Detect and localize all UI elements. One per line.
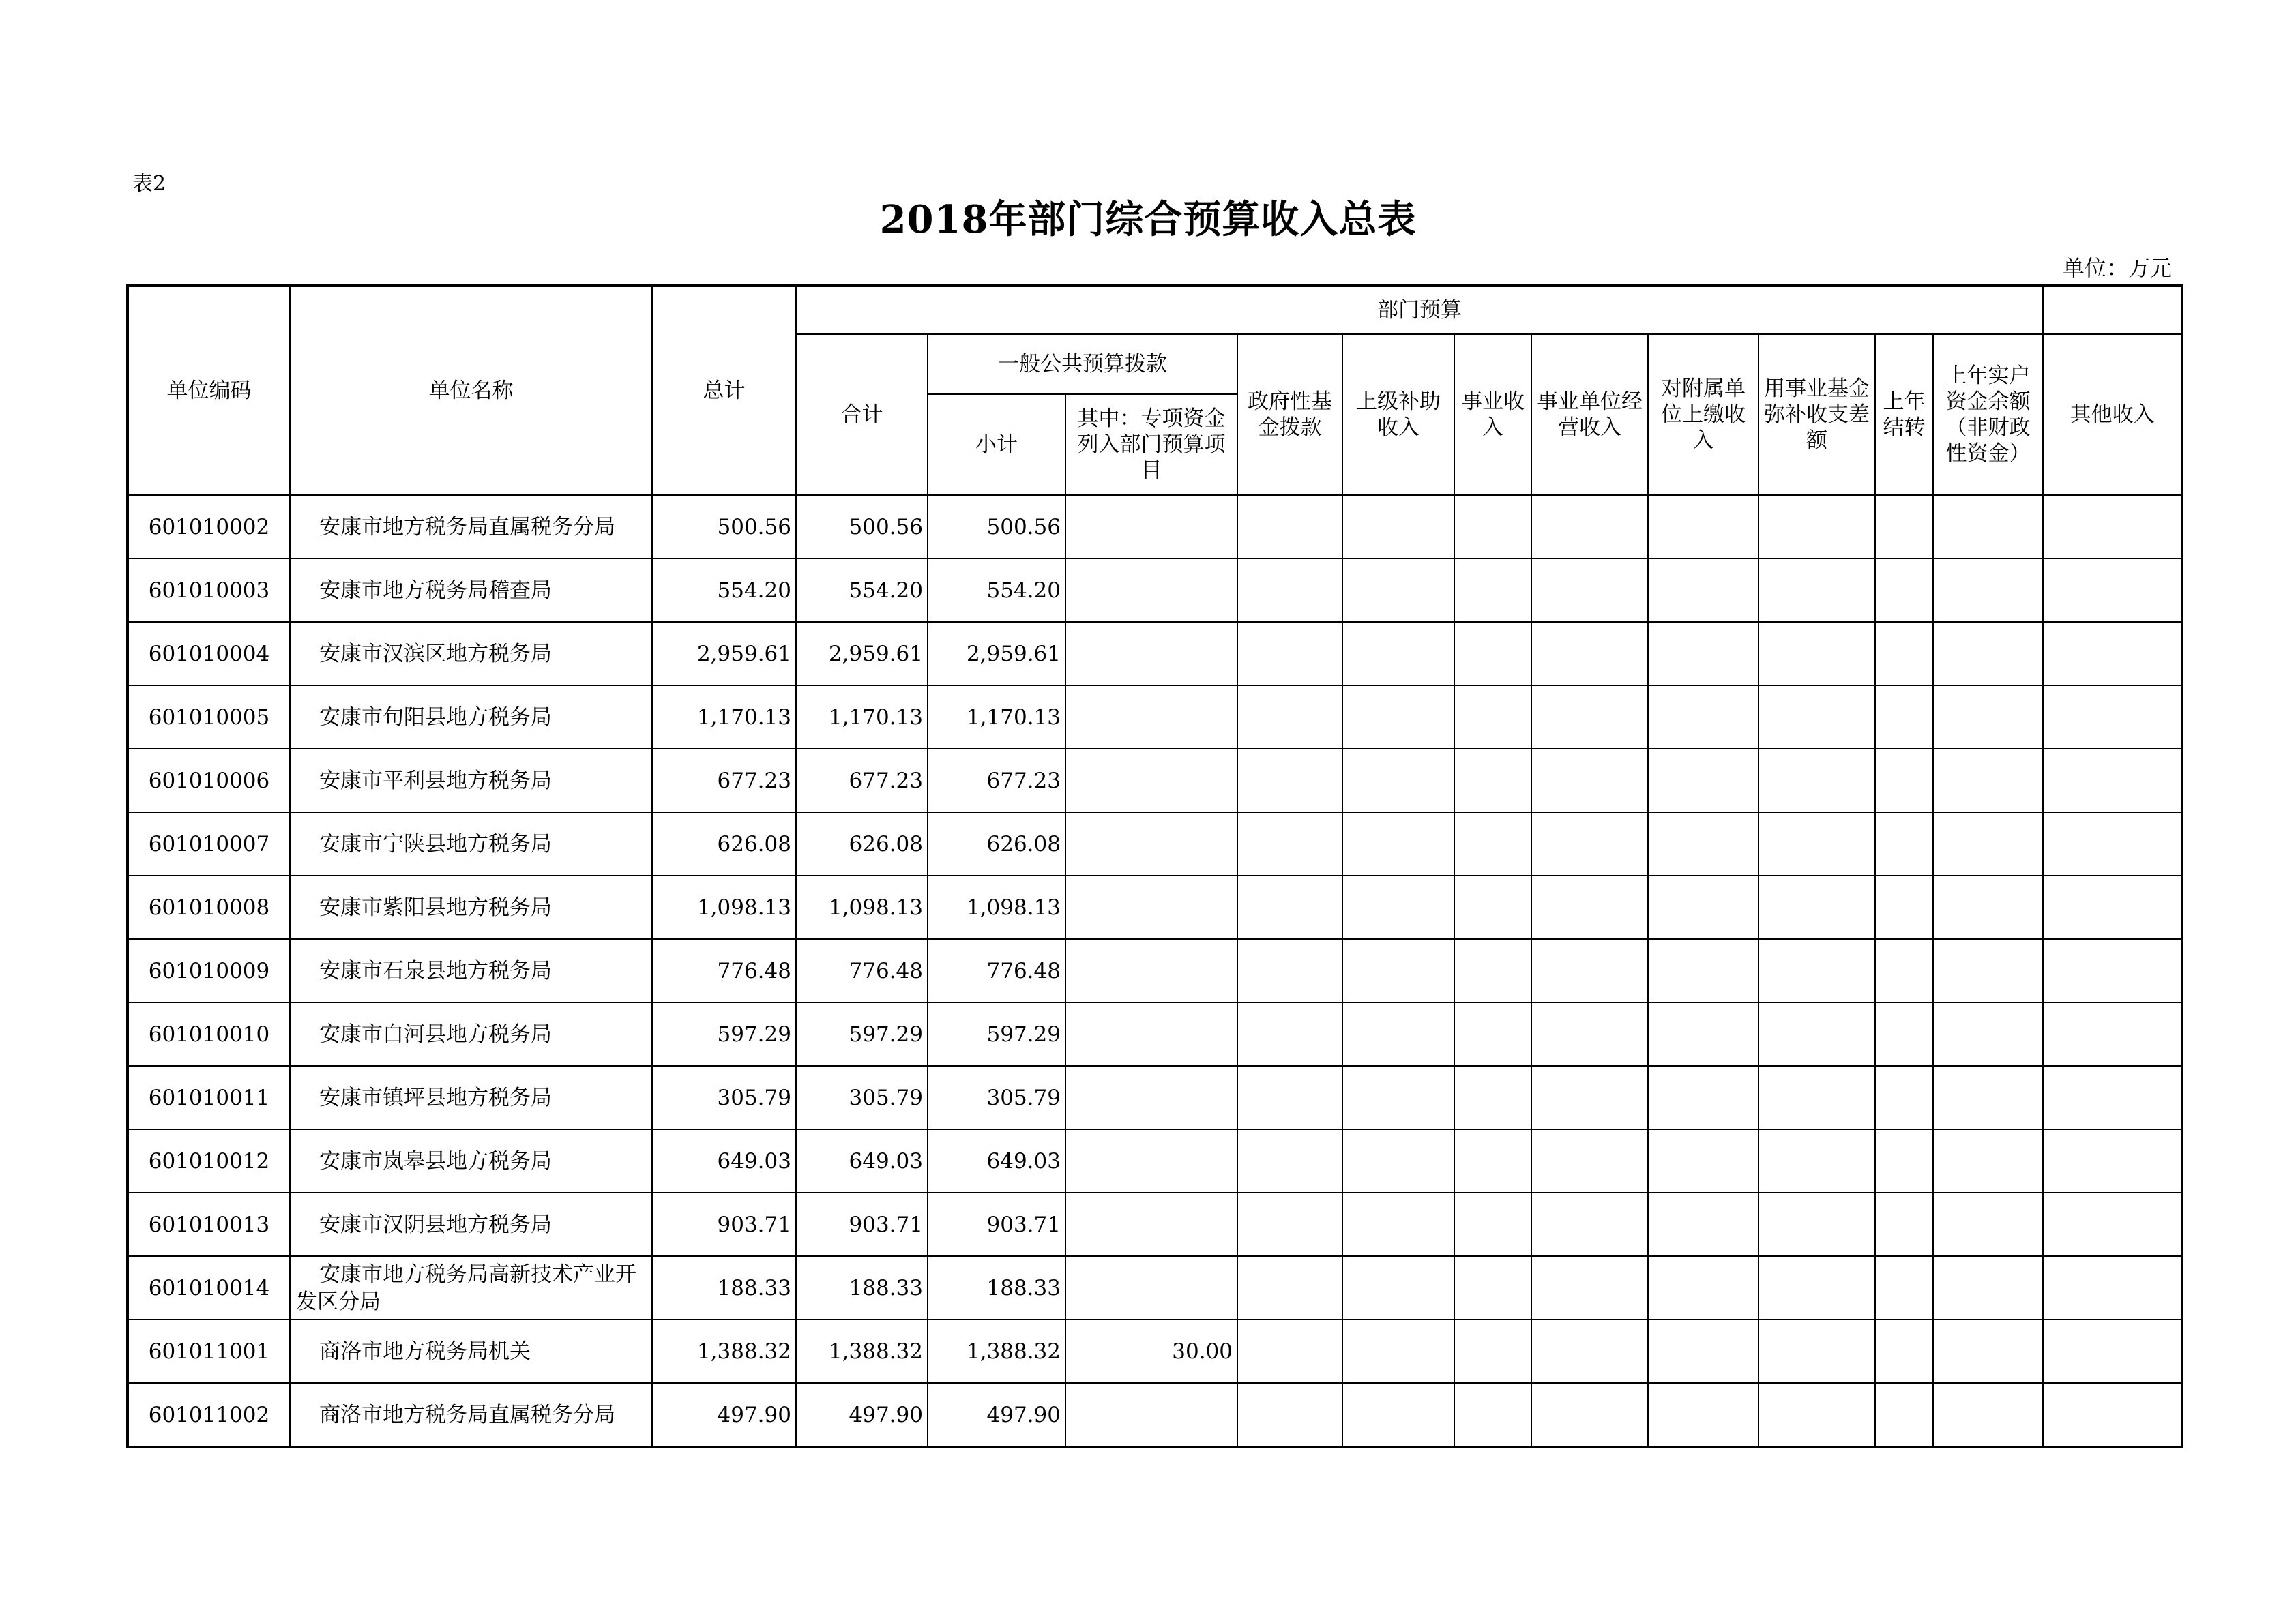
cell-empty: [1531, 1383, 1648, 1447]
cell-total: 188.33: [652, 1256, 796, 1320]
header-business-income: 事业收入: [1454, 334, 1531, 495]
cell-empty: [1342, 1256, 1454, 1320]
cell-empty: [1648, 685, 1758, 749]
cell-empty: [1933, 812, 2043, 876]
cell-sum: 677.23: [796, 749, 928, 812]
cell-empty: [1342, 622, 1454, 685]
cell-empty: [1758, 1002, 1875, 1066]
cell-empty: [1454, 1193, 1531, 1256]
cell-empty: [1648, 622, 1758, 685]
cell-name: [290, 1129, 652, 1193]
cell-empty: [1758, 1256, 1875, 1320]
cell-empty: [1237, 1066, 1342, 1129]
cell-empty: [1237, 939, 1342, 1002]
table-row: [128, 749, 2182, 812]
table-row: [128, 1383, 2182, 1447]
cell-empty: [1454, 1129, 1531, 1193]
cell-empty: [1758, 1320, 1875, 1383]
cell-sum: 305.79: [796, 1066, 928, 1129]
unit-name-text: 安康市岚皋县地方税务局: [319, 1148, 552, 1174]
cell-empty: [1342, 876, 1454, 939]
cell-empty: [1758, 876, 1875, 939]
cell-empty: [1933, 1383, 2043, 1447]
cell-name: [290, 622, 652, 685]
cell-empty: [1237, 749, 1342, 812]
table-body: [128, 495, 2182, 1447]
cell-total: 1,098.13: [652, 876, 796, 939]
cell-code: 601010007: [128, 812, 290, 876]
cell-empty: [1237, 495, 1342, 559]
cell-empty: [1648, 939, 1758, 1002]
cell-empty: [1531, 749, 1648, 812]
cell-empty: [1531, 1320, 1648, 1383]
unit-label: 单位：万元: [2062, 255, 2172, 281]
cell-empty: [1648, 749, 1758, 812]
cell-empty: [1531, 876, 1648, 939]
cell-empty: [1933, 939, 2043, 1002]
unit-name-text: 安康市汉滨区地方税务局: [319, 641, 552, 666]
unit-name-text: 安康市地方税务局高新技术产业开发区分局: [296, 1262, 636, 1314]
header-subtotal: 小计: [928, 394, 1065, 495]
unit-name-text: 安康市石泉县地方税务局: [319, 958, 552, 983]
cell-sum: 188.33: [796, 1256, 928, 1320]
unit-name-text: 安康市白河县地方税务局: [319, 1022, 552, 1047]
cell-empty: [2043, 1320, 2182, 1383]
cell-empty: [1648, 812, 1758, 876]
cell-subtotal: 626.08: [928, 812, 1065, 876]
cell-name: [290, 749, 652, 812]
cell-sum: 597.29: [796, 1002, 928, 1066]
cell-empty: [2043, 685, 2182, 749]
cell-empty: [2043, 749, 2182, 812]
cell-empty: [1454, 1066, 1531, 1129]
table-number: 表2: [132, 172, 166, 196]
header-operating-income: 事业单位经营收入: [1531, 334, 1648, 495]
cell-total: 497.90: [652, 1383, 796, 1447]
cell-sum: 626.08: [796, 812, 928, 876]
header-code: 单位编码: [128, 286, 290, 495]
cell-empty: [1933, 1129, 2043, 1193]
unit-name-text: 安康市地方税务局直属税务分局: [319, 514, 615, 539]
cell-total: 903.71: [652, 1193, 796, 1256]
cell-empty: [2043, 1066, 2182, 1129]
cell-empty: [2043, 1383, 2182, 1447]
table-row: [128, 685, 2182, 749]
cell-special: [1065, 749, 1237, 812]
header-superior-subsidy: 上级补助收入: [1342, 334, 1454, 495]
cell-empty: [1875, 876, 1933, 939]
cell-total: 305.79: [652, 1066, 796, 1129]
cell-empty: [1875, 1066, 1933, 1129]
cell-name: [290, 559, 652, 622]
cell-special: [1065, 876, 1237, 939]
cell-empty: [1933, 1066, 2043, 1129]
cell-sum: 776.48: [796, 939, 928, 1002]
cell-empty: [1758, 685, 1875, 749]
cell-empty: [1758, 495, 1875, 559]
unit-name-text: 安康市紫阳县地方税务局: [319, 895, 552, 920]
cell-empty: [1648, 1002, 1758, 1066]
cell-empty: [1933, 1256, 2043, 1320]
cell-total: 677.23: [652, 749, 796, 812]
cell-code: 601010013: [128, 1193, 290, 1256]
header-name: 单位名称: [290, 286, 652, 495]
cell-empty: [1648, 1256, 1758, 1320]
cell-sum: 2,959.61: [796, 622, 928, 685]
cell-empty: [1648, 495, 1758, 559]
cell-empty: [1342, 812, 1454, 876]
header-general-budget: 一般公共预算拨款: [928, 334, 1237, 394]
cell-empty: [1648, 1129, 1758, 1193]
cell-empty: [1454, 1256, 1531, 1320]
cell-empty: [1531, 495, 1648, 559]
cell-empty: [1875, 495, 1933, 559]
cell-empty: [1342, 1129, 1454, 1193]
cell-name: [290, 1002, 652, 1066]
cell-total: 500.56: [652, 495, 796, 559]
cell-empty: [1237, 1320, 1342, 1383]
cell-empty: [1758, 812, 1875, 876]
cell-special: [1065, 1193, 1237, 1256]
cell-subtotal: 776.48: [928, 939, 1065, 1002]
header-balance: 上年实户资金余额（非财政性资金）: [1933, 334, 2043, 495]
cell-empty: [1933, 1320, 2043, 1383]
cell-total: 1,388.32: [652, 1320, 796, 1383]
cell-sum: 1,388.32: [796, 1320, 928, 1383]
cell-empty: [1454, 1002, 1531, 1066]
cell-special: [1065, 559, 1237, 622]
cell-empty: [1875, 1002, 1933, 1066]
cell-sum: 649.03: [796, 1129, 928, 1193]
cell-special: [1065, 1256, 1237, 1320]
unit-name-text: 安康市旬阳县地方税务局: [319, 704, 552, 730]
cell-name: [290, 495, 652, 559]
cell-empty: [1758, 559, 1875, 622]
cell-subtotal: 2,959.61: [928, 622, 1065, 685]
cell-empty: [2043, 1193, 2182, 1256]
cell-empty: [1531, 559, 1648, 622]
cell-special: [1065, 1129, 1237, 1193]
cell-name: [290, 812, 652, 876]
cell-empty: [1648, 559, 1758, 622]
cell-empty: [1342, 1193, 1454, 1256]
cell-empty: [1237, 559, 1342, 622]
cell-empty: [2043, 939, 2182, 1002]
cell-empty: [1933, 749, 2043, 812]
cell-code: 601010003: [128, 559, 290, 622]
cell-empty: [1758, 1383, 1875, 1447]
cell-empty: [1875, 1383, 1933, 1447]
cell-total: 1,170.13: [652, 685, 796, 749]
cell-empty: [1648, 1066, 1758, 1129]
cell-empty: [1648, 1193, 1758, 1256]
cell-empty: [2043, 622, 2182, 685]
cell-empty: [1454, 749, 1531, 812]
cell-sum: 903.71: [796, 1193, 928, 1256]
unit-name-text: 安康市地方税务局稽查局: [319, 578, 552, 603]
cell-empty: [1875, 622, 1933, 685]
cell-empty: [1237, 1383, 1342, 1447]
cell-empty: [1342, 559, 1454, 622]
cell-empty: [1237, 1193, 1342, 1256]
cell-empty: [2043, 1129, 2182, 1193]
cell-empty: [1875, 1256, 1933, 1320]
unit-name-text: 安康市宁陕县地方税务局: [319, 831, 552, 857]
cell-empty: [1454, 685, 1531, 749]
cell-code: 601010009: [128, 939, 290, 1002]
cell-code: 601010014: [128, 1256, 290, 1320]
cell-empty: [2043, 495, 2182, 559]
cell-code: 601011002: [128, 1383, 290, 1447]
cell-total: 776.48: [652, 939, 796, 1002]
cell-name: [290, 1193, 652, 1256]
cell-empty: [1758, 749, 1875, 812]
table-row: [128, 495, 2182, 559]
cell-empty: [1758, 622, 1875, 685]
cell-empty: [1531, 812, 1648, 876]
cell-empty: [1531, 1002, 1648, 1066]
cell-empty: [1342, 749, 1454, 812]
table-row: [128, 812, 2182, 876]
cell-empty: [1758, 1129, 1875, 1193]
header-fund-makeup: 用事业基金弥补收支差额: [1758, 334, 1875, 495]
header-total: 总计: [652, 286, 796, 495]
header-special-funds: 其中：专项资金列入部门预算项目: [1065, 394, 1237, 495]
cell-empty: [1531, 939, 1648, 1002]
cell-special: [1065, 1383, 1237, 1447]
cell-empty: [1342, 939, 1454, 1002]
cell-special: [1065, 1002, 1237, 1066]
cell-name: [290, 876, 652, 939]
cell-subtotal: 1,170.13: [928, 685, 1065, 749]
cell-empty: [1342, 1066, 1454, 1129]
cell-empty: [1237, 1129, 1342, 1193]
cell-empty: [1875, 1129, 1933, 1193]
cell-empty: [1531, 685, 1648, 749]
cell-empty: [1531, 1066, 1648, 1129]
cell-empty: [1531, 1129, 1648, 1193]
header-other-income: 其他收入: [2043, 334, 2182, 495]
cell-empty: [1342, 495, 1454, 559]
cell-empty: [1342, 1002, 1454, 1066]
table-row: [128, 622, 2182, 685]
cell-name: [290, 685, 652, 749]
cell-empty: [2043, 812, 2182, 876]
cell-subtotal: 649.03: [928, 1129, 1065, 1193]
cell-empty: [2043, 876, 2182, 939]
cell-special: [1065, 622, 1237, 685]
cell-name: [290, 1383, 652, 1447]
cell-empty: [1648, 876, 1758, 939]
cell-special: [1065, 1066, 1237, 1129]
cell-subtotal: 597.29: [928, 1002, 1065, 1066]
header-subordinate-income: 对附属单位上缴收入: [1648, 334, 1758, 495]
cell-empty: [1454, 495, 1531, 559]
cell-code: 601010008: [128, 876, 290, 939]
cell-code: 601010011: [128, 1066, 290, 1129]
cell-subtotal: 677.23: [928, 749, 1065, 812]
cell-subtotal: 1,388.32: [928, 1320, 1065, 1383]
budget-table: [126, 284, 2183, 1448]
cell-empty: [1531, 622, 1648, 685]
cell-empty: [1454, 1383, 1531, 1447]
cell-empty: [1875, 559, 1933, 622]
cell-sum: 1,170.13: [796, 685, 928, 749]
cell-total: 626.08: [652, 812, 796, 876]
cell-sum: 1,098.13: [796, 876, 928, 939]
cell-empty: [1237, 1256, 1342, 1320]
cell-empty: [1648, 1320, 1758, 1383]
cell-subtotal: 188.33: [928, 1256, 1065, 1320]
table-row: [128, 1129, 2182, 1193]
cell-empty: [1758, 939, 1875, 1002]
cell-empty: [2043, 1002, 2182, 1066]
header-gov-fund: 政府性基金拨款: [1237, 334, 1342, 495]
unit-name-text: 商洛市地方税务局直属税务分局: [319, 1402, 615, 1427]
cell-empty: [1758, 1193, 1875, 1256]
header-row-1: [128, 286, 2182, 334]
table-row: [128, 1320, 2182, 1383]
cell-empty: [1454, 559, 1531, 622]
header-blank: [2043, 286, 2182, 334]
cell-empty: [1531, 1256, 1648, 1320]
cell-total: 597.29: [652, 1002, 796, 1066]
cell-subtotal: 1,098.13: [928, 876, 1065, 939]
cell-special: [1065, 495, 1237, 559]
cell-empty: [1933, 685, 2043, 749]
cell-empty: [2043, 559, 2182, 622]
cell-empty: [1454, 622, 1531, 685]
cell-total: 554.20: [652, 559, 796, 622]
cell-special: [1065, 812, 1237, 876]
cell-empty: [1758, 1066, 1875, 1129]
cell-empty: [1531, 1193, 1648, 1256]
cell-total: 649.03: [652, 1129, 796, 1193]
table-row: [128, 1002, 2182, 1066]
unit-name-text: 安康市汉阴县地方税务局: [319, 1212, 552, 1237]
cell-empty: [1342, 1320, 1454, 1383]
table-row: [128, 559, 2182, 622]
cell-empty: [1875, 1320, 1933, 1383]
cell-code: 601010004: [128, 622, 290, 685]
cell-empty: [2043, 1256, 2182, 1320]
cell-empty: [1454, 939, 1531, 1002]
cell-special: [1065, 685, 1237, 749]
cell-name: [290, 939, 652, 1002]
cell-empty: [1875, 812, 1933, 876]
cell-empty: [1342, 1383, 1454, 1447]
cell-code: 601010012: [128, 1129, 290, 1193]
table-row: [128, 876, 2182, 939]
header-sum: 合计: [796, 334, 928, 495]
cell-empty: [1933, 559, 2043, 622]
cell-empty: [1875, 1193, 1933, 1256]
cell-name: [290, 1320, 652, 1383]
cell-special: [1065, 939, 1237, 1002]
unit-name-text: 安康市平利县地方税务局: [319, 768, 552, 793]
cell-empty: [1933, 495, 2043, 559]
cell-sum: 554.20: [796, 559, 928, 622]
header-dept-budget: 部门预算: [796, 286, 2043, 334]
cell-sum: 500.56: [796, 495, 928, 559]
cell-empty: [1933, 1002, 2043, 1066]
cell-empty: [1237, 685, 1342, 749]
cell-code: 601010010: [128, 1002, 290, 1066]
cell-empty: [1875, 685, 1933, 749]
cell-empty: [1875, 749, 1933, 812]
table-row: [128, 1066, 2182, 1129]
unit-name-text: 安康市镇坪县地方税务局: [319, 1085, 552, 1110]
cell-code: 601010002: [128, 495, 290, 559]
cell-empty: [1933, 622, 2043, 685]
cell-empty: [1342, 685, 1454, 749]
page-title: 2018年部门综合预算收入总表: [879, 197, 1417, 242]
cell-empty: [1875, 939, 1933, 1002]
cell-empty: [1933, 876, 2043, 939]
cell-subtotal: 497.90: [928, 1383, 1065, 1447]
cell-total: 2,959.61: [652, 622, 796, 685]
cell-subtotal: 903.71: [928, 1193, 1065, 1256]
table-row: [128, 1256, 2182, 1320]
table-row: [128, 1193, 2182, 1256]
cell-special: 30.00: [1065, 1320, 1237, 1383]
cell-empty: [1237, 876, 1342, 939]
cell-empty: [1454, 812, 1531, 876]
cell-empty: [1454, 876, 1531, 939]
cell-code: 601011001: [128, 1320, 290, 1383]
cell-empty: [1237, 1002, 1342, 1066]
cell-name: [290, 1256, 652, 1320]
cell-sum: 497.90: [796, 1383, 928, 1447]
cell-code: 601010006: [128, 749, 290, 812]
cell-empty: [1237, 812, 1342, 876]
cell-empty: [1237, 622, 1342, 685]
cell-name: [290, 1066, 652, 1129]
cell-code: 601010005: [128, 685, 290, 749]
cell-subtotal: 500.56: [928, 495, 1065, 559]
cell-empty: [1933, 1193, 2043, 1256]
cell-empty: [1454, 1320, 1531, 1383]
unit-name-text: 商洛市地方税务局机关: [319, 1339, 531, 1364]
cell-subtotal: 554.20: [928, 559, 1065, 622]
cell-empty: [1648, 1383, 1758, 1447]
cell-subtotal: 305.79: [928, 1066, 1065, 1129]
table-row: [128, 939, 2182, 1002]
header-carry-over: 上年结转: [1875, 334, 1933, 495]
